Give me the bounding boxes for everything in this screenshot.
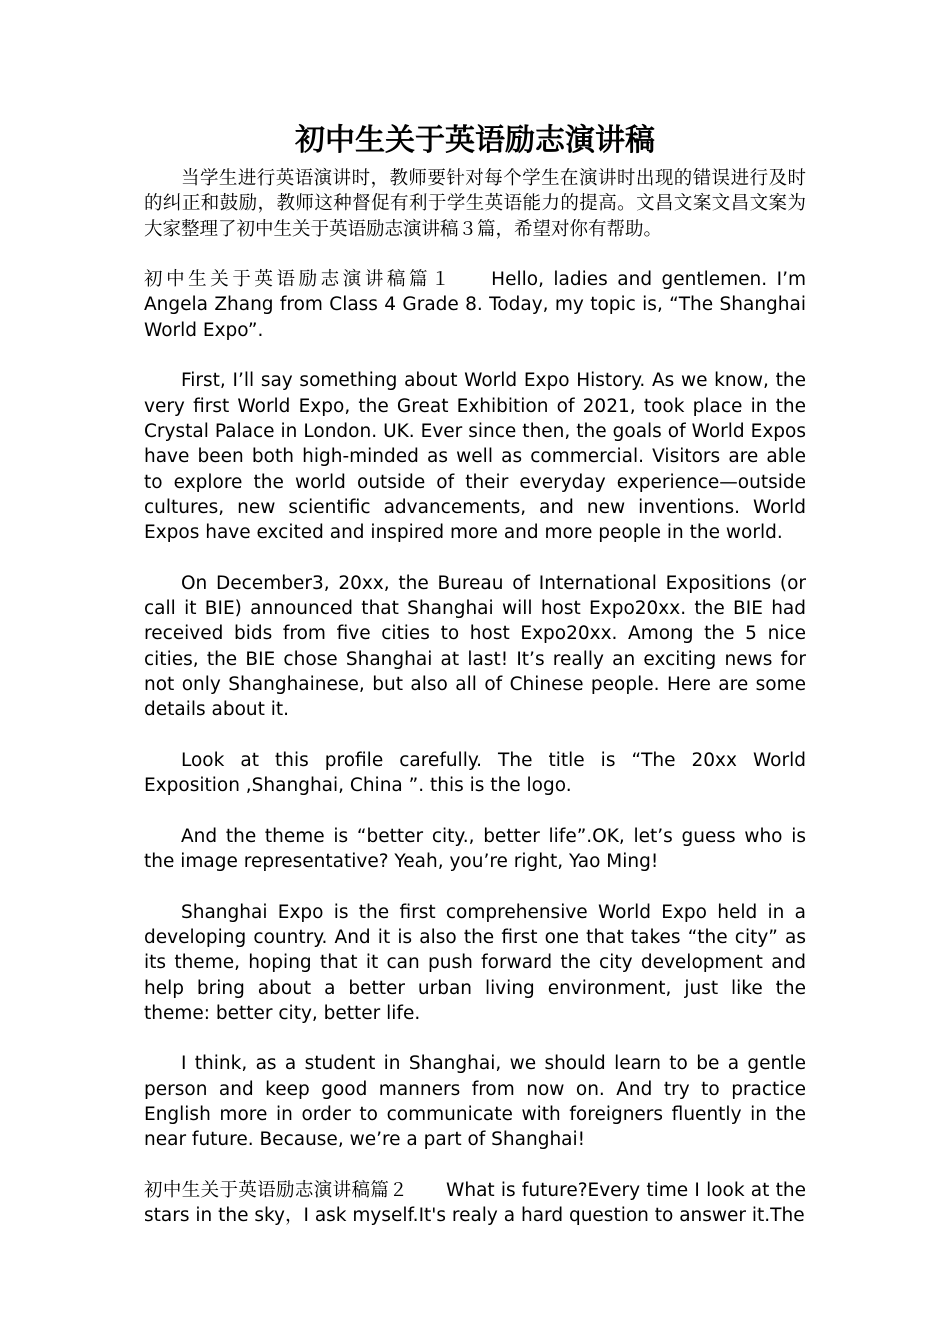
intro-paragraph: 当学生进行英语演讲时，教师要针对每个学生在演讲时出现的错误进行及时的纠正和鼓励，教师这种督促有利于学生英语能力的提高。文昌文案文昌文案为大家整理了初中生关于英语励志演讲稿３篇，希望对你有帮助。 bbox=[144, 168, 806, 240]
section-1-paragraph-1: Hello, ladies and gentlemen. I’m Angela Zhang from Class 4 Grade 8. Today, my topic is, “The Shanghai World Expo”. bbox=[144, 269, 806, 341]
section-1-paragraph-4: Look at this profile carefully. The title is “The 20xx World Exposition ,Shanghai, China ”. this is the logo. bbox=[144, 749, 806, 797]
section-1-paragraph-5: And the theme is “better city., better life”.OK, let’s guess who is the image representative? Yeah, you’re right, Yao Ming! bbox=[144, 825, 806, 873]
section-2-first-paragraph bbox=[144, 1178, 806, 1229]
section-1-first-paragraph bbox=[144, 267, 806, 343]
section-2-heading: 初中生关于英语励志演讲稿篇２ bbox=[144, 1179, 409, 1201]
section-1-paragraph-7: I think, as a student in Shanghai, we should learn to be a gentle person and keep good manners from now on. And try to practice English more in order to communicate with foreigners fluently in the near future. Because, we’re a part of Shanghai! bbox=[144, 1053, 806, 1151]
section-2-paragraph-1: What is future?Every time I look at the stars in the sky，I ask myself.It's realy a hard question to answer it.The bbox=[144, 1179, 806, 1227]
section-1-heading: 初中生关于英语励志演讲稿篇１ bbox=[144, 269, 454, 291]
section-1-paragraph-6: Shanghai Expo is the first comprehensive World Expo held in a developing country. And it is also the first one that takes “the city” as its theme, hoping that it can push forward the city development and help bring about a better urban living environment, just like the theme: better city, better life. bbox=[144, 901, 806, 1024]
section-1-paragraph-3: On December3, 20xx, the Bureau of International Expositions (or call it BIE) announced that Shanghai will host Expo20xx. the BIE had received bids from five cities to host Expo20xx. Among the 5 nice cities, the BIE chose Shanghai at last! It’s really an exciting news for not only Shanghainese, but also all of Chinese people. Here are some details about it. bbox=[144, 572, 806, 721]
document-title: 初中生关于英语励志演讲稿 bbox=[295, 123, 655, 158]
document-body bbox=[144, 166, 806, 1254]
section-1-paragraph-2: First, I’ll say something about World Expo History. As we know, the very first World Expo, the Great Exhibition of 2021, took place in the Crystal Palace in London. UK. Ever since then, the goals of World Expos have been both high-minded as well as commercial. Visitors are able to explore the world outside of their everyday experience—outside cultures, new scientific advancements, and new inventions. World Expos have excited and inspired more and more people in the world. bbox=[144, 370, 806, 544]
